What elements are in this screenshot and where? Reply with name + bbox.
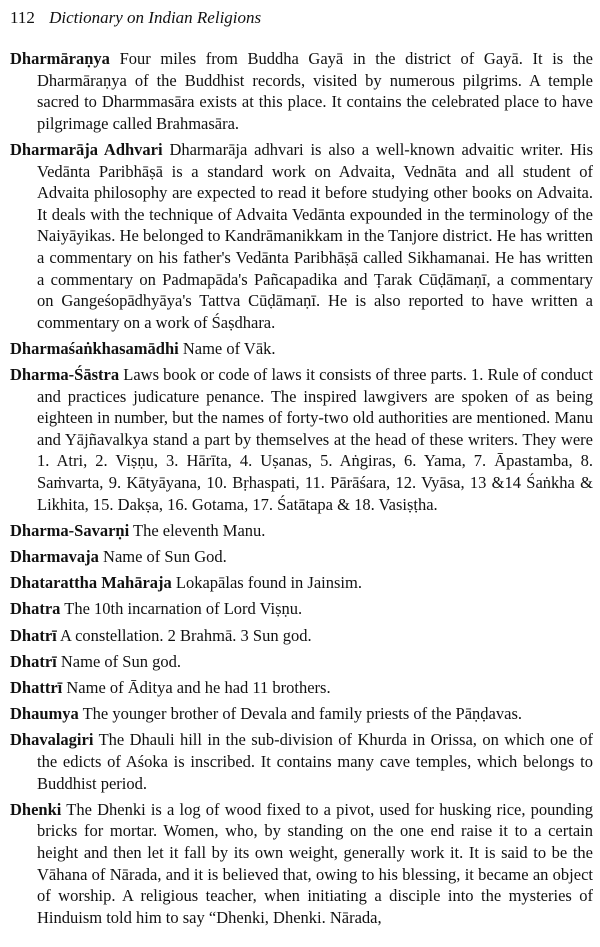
entry-definition: Name of Vāk. [182, 338, 276, 358]
entry-term: Dharma-Savarṇi [10, 520, 130, 540]
entry-term: Dharmaśaṅkhasamādhi [10, 338, 179, 358]
entry-definition: The Dhauli hill in the sub-division of Khurda in Orissa, on which one of the edicts of Aśoka is inscribed. It contains many cave temples, which belongs to Buddhist period. [37, 730, 594, 793]
dictionary-entry [10, 364, 593, 515]
dictionary-entry [10, 677, 593, 699]
page-header [10, 7, 595, 29]
dictionary-entry [10, 139, 593, 333]
entry-definition: The younger brother of Devala and family priests of the Pāṇḍavas. [82, 704, 522, 724]
entry-definition: The 10th incarnation of Lord Viṣṇu. [64, 599, 303, 619]
dictionary-entry [10, 520, 593, 542]
entry-term: Dhatrī [10, 651, 57, 671]
entry-term: Dharmarāja Adhvari [10, 139, 163, 159]
entry-definition: Laws book or code of laws it consists of three parts. 1. Rule of conduct and practices judicature penance. The inspired lawgivers are spoken of as being eighteen in number, but the names of forty-two old authorities are mentioned. Manu and Yājñavalkya stand a part by themselves at the head of these writers. They were 1. Atri, 2. Viṣṇu, 3. Hārīta, 4. Uṣanas, 5. Aṅgiras, 6. Yama, 7. Āpastamba, 8. Saṁvarta, 9. Kātyāyana, 10. Bṛhaspati, 11. Pārāśara, 12. Vyāsa, 13 &14 Śaṅkha & Likhita, 15. Dakṣa, 16. Gotama, 17. Śatātapa & 18. Vasiṣṭha. [37, 365, 594, 514]
entry-definition: Lokapālas found in Jainsim. [175, 573, 362, 593]
entry-definition: Name of Sun God. [103, 547, 227, 567]
dictionary-entry [10, 799, 593, 929]
entry-term: Dhattrī [10, 677, 63, 697]
entry-definition: A constellation. 2 Brahmā. 3 Sun god. [59, 625, 312, 645]
entry-definition: Name of Sun god. [60, 651, 181, 671]
entry-term: Dharmavaja [10, 547, 99, 567]
dictionary-entry [10, 338, 593, 360]
page-number: 112 [10, 8, 35, 27]
entry-term: Dhatra [10, 599, 61, 619]
entry-definition: Name of Āditya and he had 11 brothers. [66, 677, 331, 697]
entry-term: Dhaumya [10, 704, 79, 724]
entry-definition: The eleventh Manu. [133, 520, 266, 540]
dictionary-entry [10, 625, 593, 647]
dictionary-entry [10, 651, 593, 673]
dictionary-entry [10, 703, 593, 725]
dictionary-entry [10, 572, 593, 594]
running-title: Dictionary on Indian Religions [49, 8, 262, 27]
dictionary-entries [10, 48, 593, 933]
dictionary-entry [10, 48, 593, 134]
entry-term: Dhenki [10, 799, 62, 819]
dictionary-entry [10, 598, 593, 620]
entry-definition: Four miles from Buddha Gayā in the district of Gayā. It is the Dharmāraṇya of the Buddhist records, visited by numerous pilgrims. A temple sacred to Dharmmasāra exists at this place. It contains the celebrated place to have pilgrimage called Brahmasāra. [37, 49, 593, 133]
dictionary-entry [10, 729, 593, 794]
entry-term: Dharma-Śāstra [10, 365, 120, 385]
entry-definition: Dharmarāja adhvari is also a well-known advaitic writer. His Vedānta Paribhāṣā is a standard work on Advaita, Vednāta and all student of Advaita philosophy are expected to read it before studying other books on Advaita. It deals with the technique of Advaita Vedānta expounded in the terminology of the Naiyāyikas. He belonged to Kandrāmanikkam in the Tanjore district. He has written a commentary on his father's Vedānta Paribhāṣā called Sikhamanai. He has written a commentary on Padmapāda's Pañcapadika and Ṭarak Cūḍāmaṇī, a commentary on Gangeśopādhyāya's Tattva Cūḍāmaṇī. He is also reported to have written a commentary on a work of Śaṣdhara. [37, 139, 593, 332]
entry-term: Dhatarattha Mahāraja [10, 573, 172, 593]
entry-term: Dhatrī [10, 625, 57, 645]
entry-term: Dharmāraṇya [10, 49, 110, 68]
dictionary-entry [10, 546, 593, 568]
entry-term: Dhavalagiri [10, 730, 94, 750]
entry-definition: The Dhenki is a log of wood fixed to a pivot, used for husking rice, pounding bricks for mortar. Women, who, by standing on the one end raise it to a certain height and then let it fall by its own weight, generally work it. It is said to be the Vāhana of Nārada, and it is believed that, owing to his blessing, it became an object of worship. A religious teacher, when initiating a disciple into the mysteries of Hinduism told him to say “Dhenki, Dhenki. Nārada, [37, 799, 594, 927]
